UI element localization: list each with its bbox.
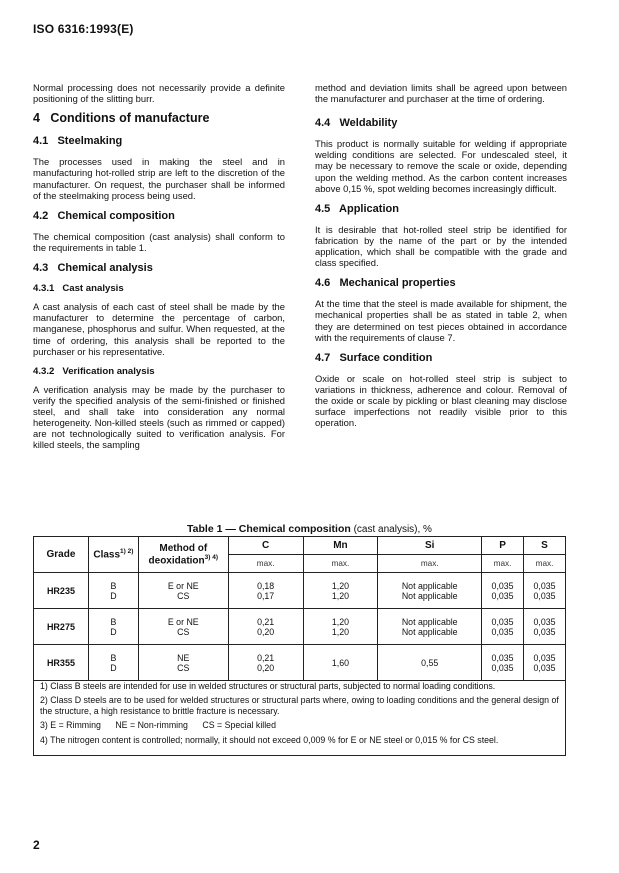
section-4-3-2-heading: 4.3.2 Verification analysis — [33, 365, 155, 377]
section-4-4-text: This product is normally suitable for welding if appropriate welding conditions are selected. For undescaled steel, it may be necessary to remove the scale or oxide, depending upon the welding method. As the carbon content increases above 0,15 %, spot welding becomes increasingly difficult. — [315, 138, 567, 194]
left-column — [33, 82, 285, 459]
si-cell: 0,55 — [378, 645, 482, 681]
si-cell: Not applicable Not applicable — [378, 573, 482, 609]
grade-cell: HR235 — [34, 573, 89, 609]
c-cell: 0,21 0,20 — [228, 645, 303, 681]
p-cell: 0,035 0,035 — [482, 609, 524, 645]
s-cell: 0,035 0,035 — [524, 573, 566, 609]
section-4-6-heading: 4.6 Mechanical properties — [315, 277, 456, 290]
p-cell: 0,035 0,035 — [482, 645, 524, 681]
section-4-2-heading: 4.2 Chemical composition — [33, 209, 175, 222]
section-4-1-heading: 4.1 Steelmaking — [33, 135, 123, 148]
class-cell: B D — [88, 645, 138, 681]
continued-paragraph: method and deviation limits shall be agreed upon between the manufacturer and purchaser at the time of ordering. — [315, 82, 567, 105]
column-header-c: C — [228, 537, 303, 555]
section-4-5-heading: 4.5 Application — [315, 202, 399, 215]
chemical-composition-table — [33, 536, 566, 681]
intro-paragraph: Normal processing does not necessarily provide a definite positioning of the slitting burr. — [33, 82, 285, 105]
section-4-6-text: At the time that the steel is made available for shipment, the mechanical properties shall be as stated in table 2, when they are determined on test pieces obtained in accordance with the requirements of clause 7. — [315, 298, 567, 343]
section-4-5-text: It is desirable that hot-rolled steel strip be identified for fabrication by the name of the part or by the intended application, which shall be compatible with the grade and class specified. — [315, 223, 567, 269]
section-4-3-2-text: A verification analysis may be made by the purchaser to verify the specified analysis of the semi-finished or finished steel, and shall take into consideration any normal heterogeneity. Non-killed steels (such as rimmed or capped) are not technologically suited to verification analysis. For killed steels, the sampling — [33, 383, 285, 451]
grade-cell: HR355 — [34, 645, 89, 681]
method-cell: E or NE CS — [138, 609, 228, 645]
footnote-4: 4) The nitrogen content is controlled; normally, it should not exceed 0,009 % for E or NE steel or 0,015 % for CS steel. — [40, 734, 499, 745]
section-4-7-heading: 4.7 Surface condition — [315, 351, 433, 364]
table-row — [34, 609, 566, 645]
footnote-2: 2) Class D steels are to be used for welded structures or structural parts where, owing to loading conditions and the general design of the structure, a high resistance to brittle fracture is necessary. — [40, 695, 559, 716]
footnote-3-special-killed: CS = Special killed — [202, 720, 276, 731]
table-caption-rest: (cast analysis), % — [350, 524, 432, 535]
table-caption-title: Table 1 — Chemical composition — [187, 523, 351, 535]
p-cell: 0,035 0,035 — [482, 573, 524, 609]
class-cell: B D — [88, 609, 138, 645]
c-cell: 0,21 0,20 — [228, 609, 303, 645]
section-4-heading: 4 Conditions of manufacture — [33, 111, 210, 126]
limit-label: max. — [482, 555, 524, 573]
method-cell: E or NE CS — [138, 573, 228, 609]
document-header: ISO 6316:1993(E) — [33, 22, 134, 36]
section-4-4-heading: 4.4 Weldability — [315, 117, 398, 130]
s-cell: 0,035 0,035 — [524, 609, 566, 645]
column-header-mn: Mn — [303, 537, 378, 555]
page-number: 2 — [33, 838, 40, 852]
column-header-si: Si — [378, 537, 482, 555]
column-header-s: S — [524, 537, 566, 555]
limit-label: max. — [228, 555, 303, 573]
mn-cell: 1,60 — [303, 645, 378, 681]
column-header-class: Class$^{1) 2)}$ — [88, 537, 138, 573]
section-4-2-text: The chemical composition (cast analysis) shall conform to the requirements in table 1. — [33, 230, 285, 253]
section-4-3-1-text: A cast analysis of each cast of steel shall be made by the manufacturer to determine the percentage of carbon, manganese, phosphorus and sulfur. When requested, at the time of ordering, this analysis shall be reported to the purchaser or his representative. — [33, 301, 285, 357]
limit-label: max. — [524, 555, 566, 573]
section-4-7-text: Oxide or scale on hot-rolled steel strip is subject to variations in thickness, adherence and colour. Removal of the oxide or scale by pickling or blast cleaning may disclose surface imperfections not readily visible prior to this operation. — [315, 372, 567, 429]
c-cell: 0,18 0,17 — [228, 573, 303, 609]
section-4-3-heading: 4.3 Chemical analysis — [33, 262, 153, 275]
class-cell: B D — [88, 573, 138, 609]
footnote-3-non-rimming: NE = Non-rimming — [115, 720, 188, 731]
grade-cell: HR275 — [34, 609, 89, 645]
footnote-3-rimming: 3) E = Rimming — [40, 720, 101, 731]
section-4-1-text: The processes used in making the steel and in manufacturing hot-rolled strip are left to the discretion of the manufacturer. On request, the purchaser shall be informed of the steelmaking process being used. — [33, 156, 285, 201]
table-row — [34, 573, 566, 609]
section-4-3-1-heading: 4.3.1 Cast analysis — [33, 283, 124, 295]
column-header-p: P — [482, 537, 524, 555]
mn-cell: 1,20 1,20 — [303, 609, 378, 645]
si-cell: Not applicable Not applicable — [378, 609, 482, 645]
column-header-method: Method of deoxidation$^{3) 4)}$ — [138, 537, 228, 573]
mn-cell: 1,20 1,20 — [303, 573, 378, 609]
column-header-grade: Grade — [34, 537, 89, 573]
method-cell: NE CS — [138, 645, 228, 681]
s-cell: 0,035 0,035 — [524, 645, 566, 681]
limit-label: max. — [378, 555, 482, 573]
table-row — [34, 645, 566, 681]
table-1-caption — [0, 523, 619, 535]
footnote-3 — [40, 720, 559, 730]
table-footnotes — [33, 677, 566, 756]
limit-label: max. — [303, 555, 378, 573]
right-column — [315, 82, 567, 437]
footnote-1: 1) Class B steels are intended for use in welded structures or structural parts, subjected to normal loading conditions. — [40, 681, 496, 691]
